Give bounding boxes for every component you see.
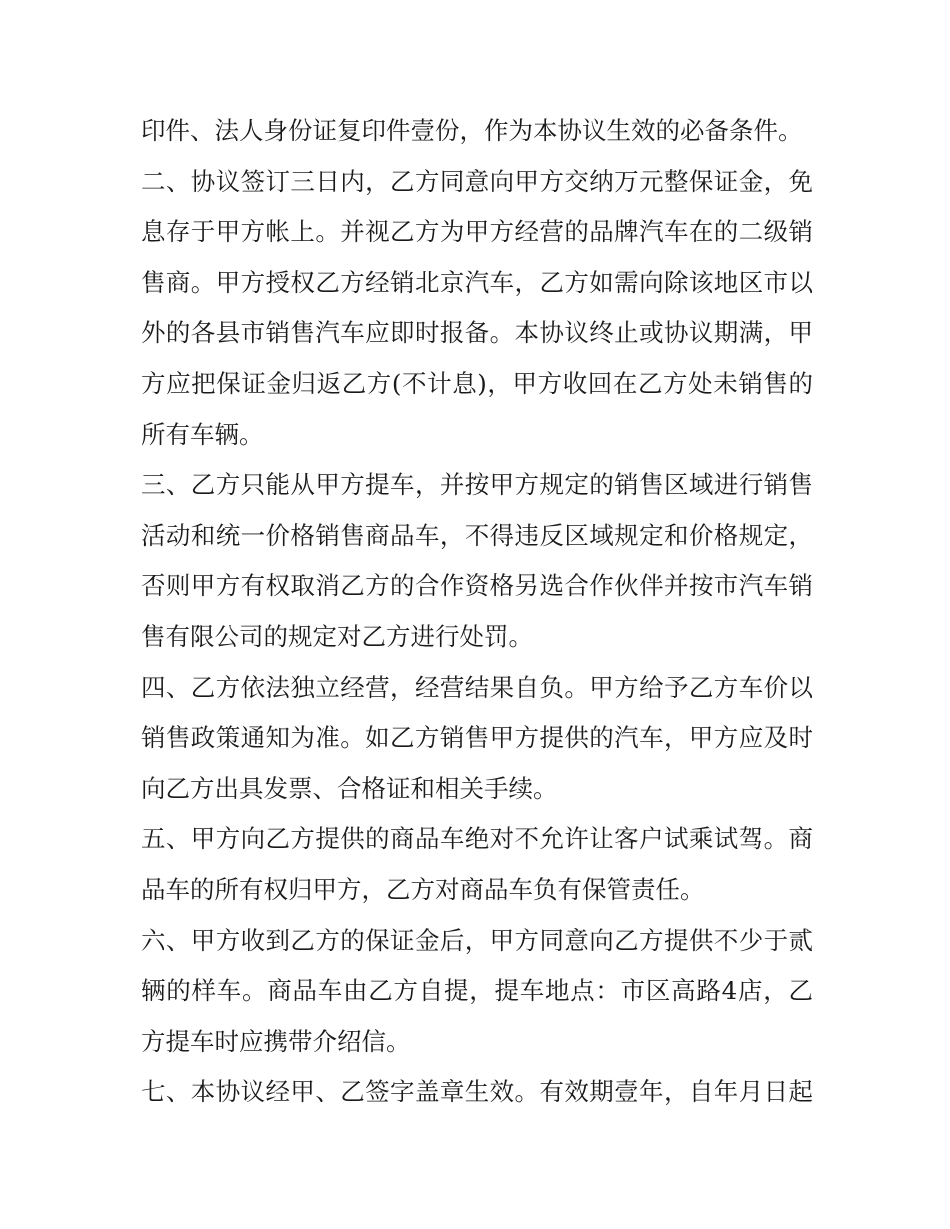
text-line: 向乙方出具发票、合格证和相关手续。 (141, 773, 558, 803)
text-line: 辆的样车。商品车由乙方自提，提车地点：市区高路4店，乙 (141, 976, 813, 1006)
text-line: 六、甲方收到乙方的保证金后，甲方同意向乙方提供不少于贰 (141, 925, 813, 955)
text-line: 印件、法人身份证复印件壹份，作为本协议生效的必备条件。 (141, 116, 803, 145)
text-line: 销售政策通知为准。如乙方销售甲方提供的汽车，甲方应及时 (141, 723, 813, 753)
text-line: 息存于甲方帐上。并视乙方为甲方经营的品牌汽车在的二级销 (141, 217, 813, 247)
text-line: 所有车辆。 (141, 419, 264, 449)
text-line: 方应把保证金归返乙方(不计息)，甲方收回在乙方处未销售的 (141, 368, 813, 398)
text-line: 二、协议签订三日内，乙方同意向甲方交纳万元整保证金，免 (141, 166, 813, 196)
text-line: 五、甲方向乙方提供的商品车绝对不允许让客户试乘试驾。商 (141, 824, 813, 854)
text-line: 活动和统一价格销售商品车，不得违反区域规定和价格规定， (141, 520, 813, 550)
text-line: 售商。甲方授权乙方经销北京汽车，乙方如需向除该地区市以 (141, 267, 813, 297)
document-body (141, 106, 813, 1118)
text-line: 四、乙方依法独立经营，经营结果自负。甲方给予乙方车价以 (141, 672, 813, 702)
text-line: 否则甲方有权取消乙方的合作资格另选合作伙伴并按市汽车销 (141, 571, 813, 601)
text-line: 品车的所有权归甲方，乙方对商品车负有保管责任。 (141, 874, 705, 904)
text-line: 外的各县市销售汽车应即时报备。本协议终止或协议期满，甲 (141, 318, 813, 348)
text-line: 三、乙方只能从甲方提车，并按甲方规定的销售区域进行销售 (141, 470, 813, 500)
text-line: 七、本协议经甲、乙签字盖章生效。有效期壹年，自年月日起 (141, 1077, 813, 1107)
text-line: 方提车时应携带介绍信。 (141, 1026, 411, 1056)
text-line: 售有限公司的规定对乙方进行处罚。 (141, 621, 533, 651)
